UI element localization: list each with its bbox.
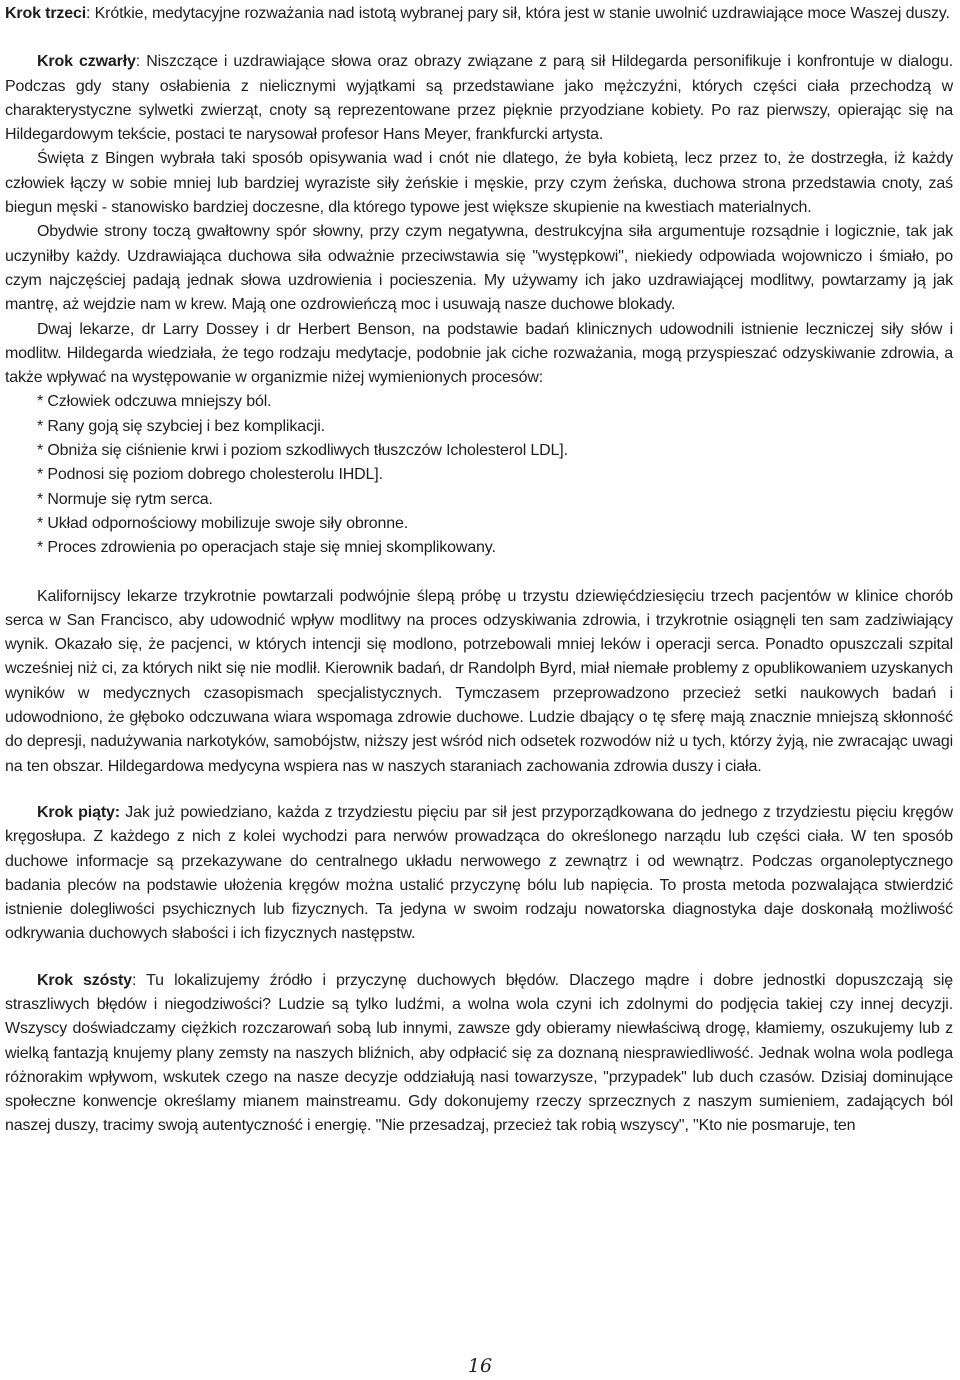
paragraph-step3	[5, 2, 953, 26]
paragraph-step4	[5, 50, 953, 147]
step4-text: : Niszczące i uzdrawiające słowa oraz obrazy związane z parą sił Hildegarda personifikuje i konfrontuje w dialogu. Podczas gdy stany osłabienia z nielicznymi wyjątkami są przedstawiane jako mężczyźni, których części ciała przechodzą w charakterystyczne sylwetki zwierząt, cnoty są reprezentowane przez pięknie przyodziane kobiety. Po raz pierwszy, opierając się na Hildegardowym tekście, postaci te narysował profesor Hans Meyer, frankfurcki artysta.	[5, 53, 953, 144]
step6-text: : Tu lokalizujemy źródło i przyczynę duchowych błędów. Dlaczego mądre i dobre jednostki dopuszczają się straszliwych błędów i niegodziwości? Ludzie są tylko ludźmi, a wolna wola czyni ich zdolnymi do podjęcia takiej czy innej decyzji. Wszyscy doświadczamy ciężkich rozczarowań sobą lub innymi, zawsze gdy obieramy niewłaściwą drogę, kłamiemy, oszukujemy lub z wielką fantazją knujemy plany zemsty na naszych bliźnich, aby odpłacić się za doznaną niesprawiedliwość. Jednak wolna wola podlega różnorakim wpływom, wskutek czego na nasze decyzje oddziałują nasi towarzysze, "przypadek" lub duch czasów. Dzisiaj dominujące społeczne konwencje określamy mianem mainstreamu. Gdy dokonujemy rzeczy sprzecznych z naszym sumieniem, zadających ból naszej duszy, tracimy swoją autentyczność i energię. "Nie przesadzaj, przecież tak robią wszyscy", "Kto nie posmaruje, ten	[5, 971, 953, 1135]
paragraph-step5	[5, 801, 953, 947]
paragraph-doctors: Dwaj lekarze, dr Larry Dossey i dr Herbert Benson, na podstawie badań klinicznych udowodnili istnienie leczniczej siły słów i modlitw. Hildegarda wiedziała, że tego rodzaju medytacje, podobnie jak ciche rozważania, mogą przyspieszać odzyskiwanie zdrowia, a także wpływać na występowanie w organizmie niżej wymienionych procesów:	[5, 320, 953, 387]
paragraph-sides: Obydwie strony toczą gwałtowny spór słowny, przy czym negatywna, destrukcyjna siła argumentuje rozsądnie i logicznie, tak jak uczyniłby każdy. Uzdrawiająca duchowa siła odważnie przeciwstawia się "występkowi", niekiedy odpowiada wojowniczo i śmiało, po czym najczęściej padają jednak słowa uzdrowienia i pocieszenia. My używamy ich jako uzdrawiającej modlitwy, powtarzamy ją jak mantrę, aż wejdzie nam w krew. Mają one ozdrowieńczą moc i usuwają nasze duchowe blokady.	[5, 223, 953, 314]
step5-heading: Krok piąty:	[37, 803, 120, 821]
page-number: 16	[467, 1355, 493, 1377]
list-item: * Proces zdrowienia po operacjach staje się mniej skomplikowany.	[37, 539, 496, 557]
list-item: * Układ odpornościowy mobilizuje swoje siły obronne.	[37, 514, 409, 532]
step5-text: Jak już powiedziano, każda z trzydziestu pięciu par sił jest przyporządkowana do jednego z trzydziestu pięciu kręgów kręgosłupa. Z każdego z nich z kolei wychodzi para nerwów prowadząca do określonego narządu lub części ciała. W ten sposób duchowe informacje są przekazywane do centralnego układu nerwowego z zewnątrz i od wewnątrz. Podczas organoleptycznego badania pleców na podstawie ułożenia kręgów można ustalić przyczynę bólu lub napięcia. To prosta metoda pozwalająca stwierdzić istnienie dolegliwości psychicznych lub fizycznych. Ta jedyna w swoim rodzaju nowatorska diagnostyka daje doskonałą możliwość odkrywania duchowych słabości i ich fizycznych następstw.	[5, 803, 954, 943]
paragraph-bingen: Święta z Bingen wybrała taki sposób opisywania wad i cnót nie dlatego, że była kobietą, lecz przez to, że dostrzegła, iż każdy człowiek łączy w sobie mniej lub bardziej wyraziste siły żeńskie i męskie, przy czym żeńska, duchowa strona przedstawia cnoty, zaś biegun męski - stanowisko bardziej doczesne, dla którego typowe jest większe skupienie na kwestiach materialnych.	[5, 150, 953, 217]
step3-heading: Krok trzeci	[5, 5, 87, 22]
list-item: * Człowiek odczuwa mniejszy ból.	[37, 393, 272, 411]
list-item: * Podnosi się poziom dobrego cholesterolu IHDL].	[37, 466, 383, 484]
step6-heading: Krok szósty	[37, 971, 132, 989]
paragraph-step6	[5, 969, 953, 1139]
paragraph-california: Kalifornijscy lekarze trzykrotnie powtarzali podwójnie ślepą próbę u trzystu dziewięćdziesięciu trzech pacjentów w klinice chorób serca w San Francisco, aby udowodnić wpływ modlitwy na proces odzyskiwania zdrowia, i trzykrotnie osiągnęli ten sam zadziwiający wynik. Okazało się, że pacjenci, w których intencji się modlono, potrzebowali mniej leków i operacji serca. Ponadto opuszczali szpital wcześniej niż ci, za których nikt się nie modlił. Kierownik badań, dr Randolph Byrd, miał niemałe problemy z opublikowaniem uzyskanych wyników w medycznych czasopismach specjalistycznych. Tymczasem przeprowadzono przecież setki naukowych badań i udowodniono, że głęboko odczuwana wiara wspomaga zdrowie duchowe. Ludzie dbający o tę sferę mają znacznie mniejszą skłonność do depresji, nadużywania narkotyków, samobójstw, niższy jest wśród nich odsetek rozwodów niż u tych, którzy żyją, nie zwracając uwagi na ten obszar. Hildegardowa medycyna wspiera nas w naszych staraniach zachowania zdrowia duszy i ciała.	[5, 587, 953, 775]
benefits-list	[5, 390, 953, 560]
step4-heading: Krok czwarły	[37, 53, 136, 71]
list-item: * Normuje się rytm serca.	[37, 490, 213, 508]
list-item: * Obniża się ciśnienie krwi i poziom szkodliwych tłuszczów Icholesterol LDL].	[37, 442, 568, 460]
list-item: * Rany goją się szybciej i bez komplikacji.	[37, 417, 325, 435]
step3-text: : Krótkie, medytacyjne rozważania nad istotą wybranej pary sił, która jest w stanie uwolnić uzdrawiające moce Waszej duszy.	[86, 5, 950, 22]
